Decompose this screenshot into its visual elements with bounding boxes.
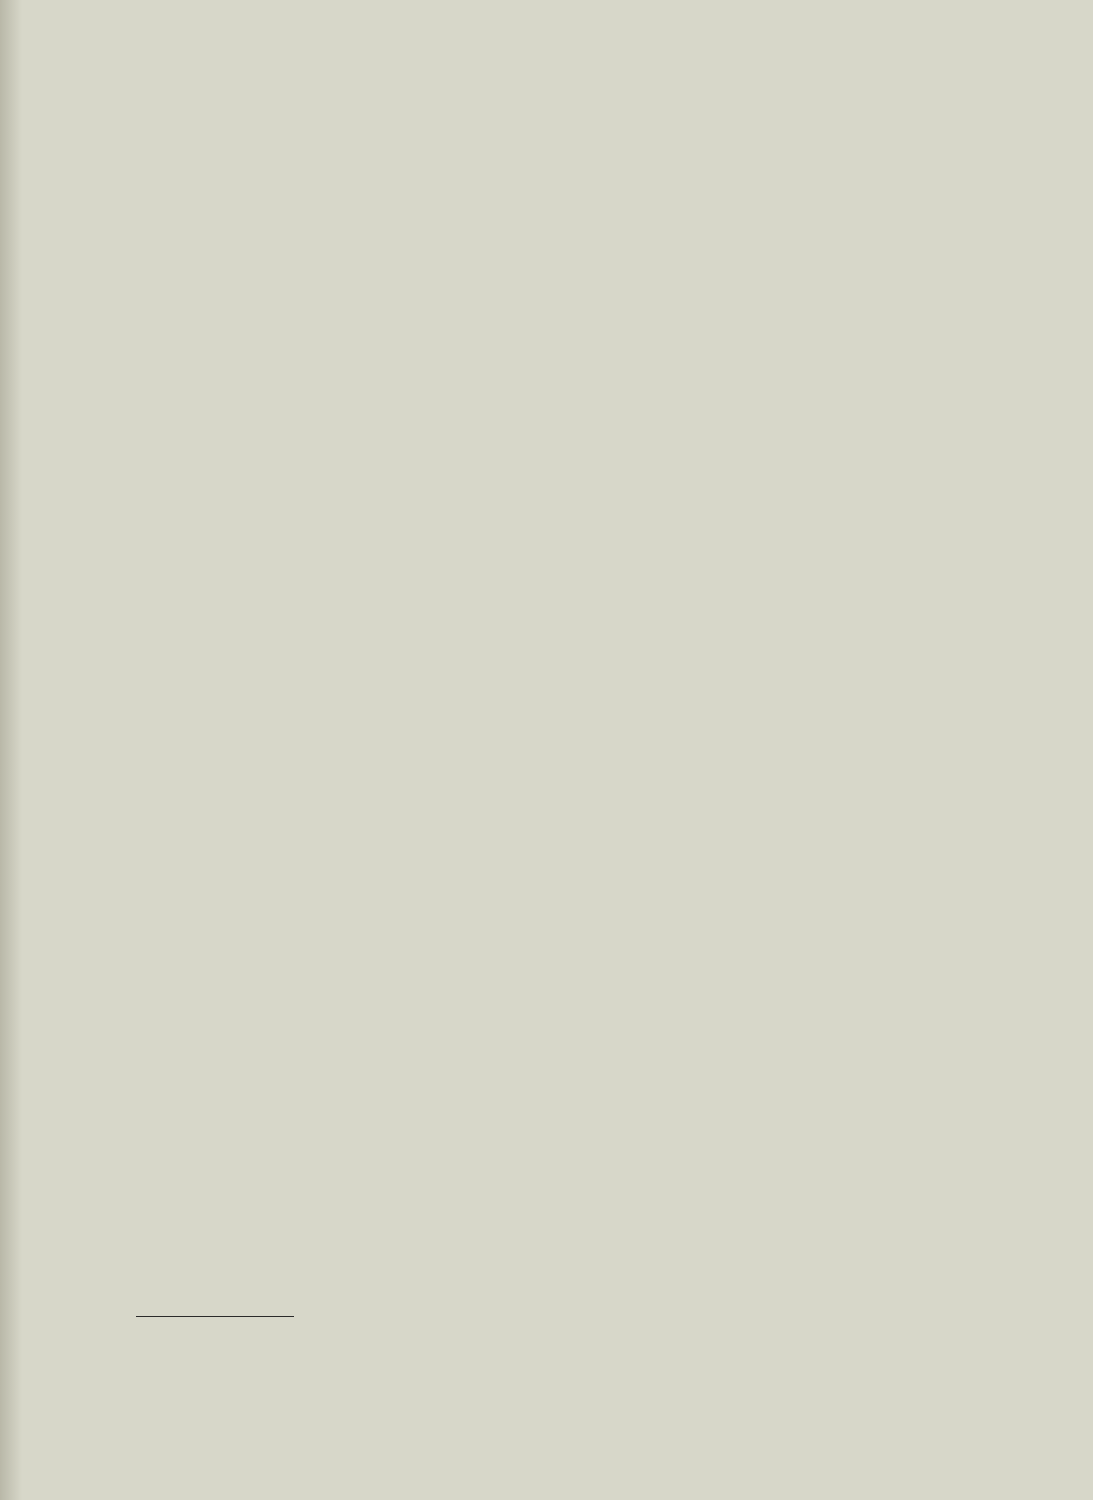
page-edge-shadow (0, 0, 22, 1500)
footnote-divider (136, 1316, 294, 1317)
